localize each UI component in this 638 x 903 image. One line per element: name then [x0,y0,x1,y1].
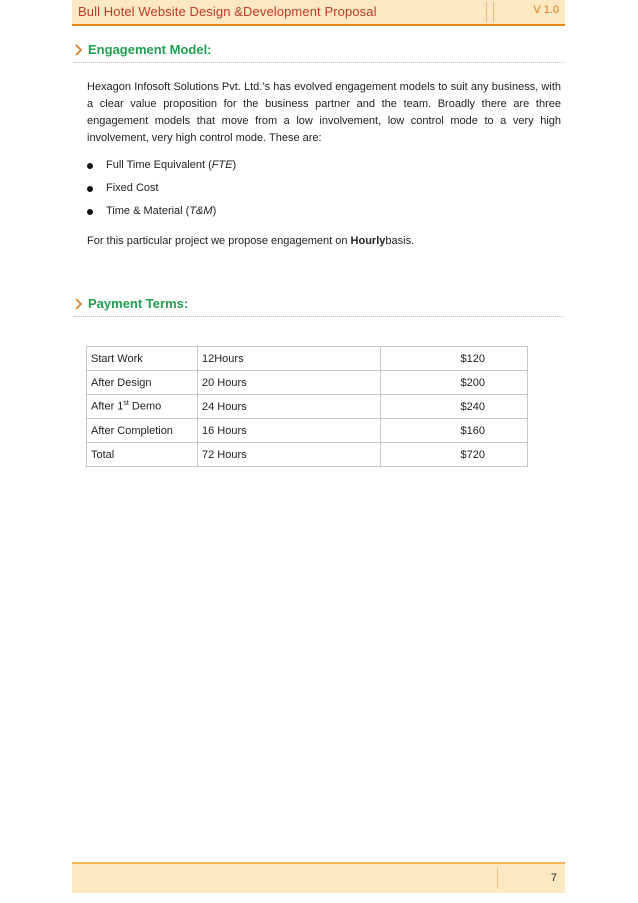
hours-cell: 72 Hours [198,443,381,467]
hours-cell: 20 Hours [198,371,381,395]
stage-cell: After Completion [87,419,198,443]
bullet-icon [87,186,93,192]
stage-cell: Start Work [87,347,198,371]
header-divider [486,2,487,22]
document-title: Bull Hotel Website Design &Development Proposal [78,4,377,19]
bullet-icon [87,209,93,215]
hours-cell: 16 Hours [198,419,381,443]
page-footer [72,862,565,893]
engagement-model-heading [74,42,564,63]
table-row [87,443,528,467]
amount-cell: $160 [381,419,528,443]
page-number: 7 [550,872,557,884]
amount-cell: $720 [381,443,528,467]
bullet-icon [87,163,93,169]
table-row [87,347,528,371]
amount-cell: $200 [381,371,528,395]
engagement-intro: Hexagon Infosoft Solutions Pvt. Ltd.’s has evolved engagement models to suit any business, with a clear value proposition for the business partner and the team. Broadly there are three engagement models that move from a low involvement, low control mode to a very high involvement, very high control mode. These are: [87,81,561,144]
hours-cell: 12Hours [198,347,381,371]
amount-cell: $240 [381,395,528,419]
footer-divider [497,868,498,889]
page-header [72,0,565,26]
table-row [87,419,528,443]
section-title: Payment Terms: [88,296,189,311]
stage-cell: After 1st Demo [87,395,198,419]
payment-terms-heading [74,296,564,317]
amount-cell: $120 [381,347,528,371]
table-row [87,395,528,419]
proposal-statement: For this particular project we propose engagement on Hourlybasis. [87,235,415,247]
chevron-right-icon [74,44,84,56]
hours-cell: 24 Hours [198,395,381,419]
header-divider [493,2,494,22]
stage-cell: Total [87,443,198,467]
table-row [87,371,528,395]
section-title: Engagement Model: [88,42,212,57]
chevron-right-icon [74,298,84,310]
payment-terms-table [86,346,528,467]
stage-cell: After Design [87,371,198,395]
version-label: V 1.0 [533,4,559,16]
